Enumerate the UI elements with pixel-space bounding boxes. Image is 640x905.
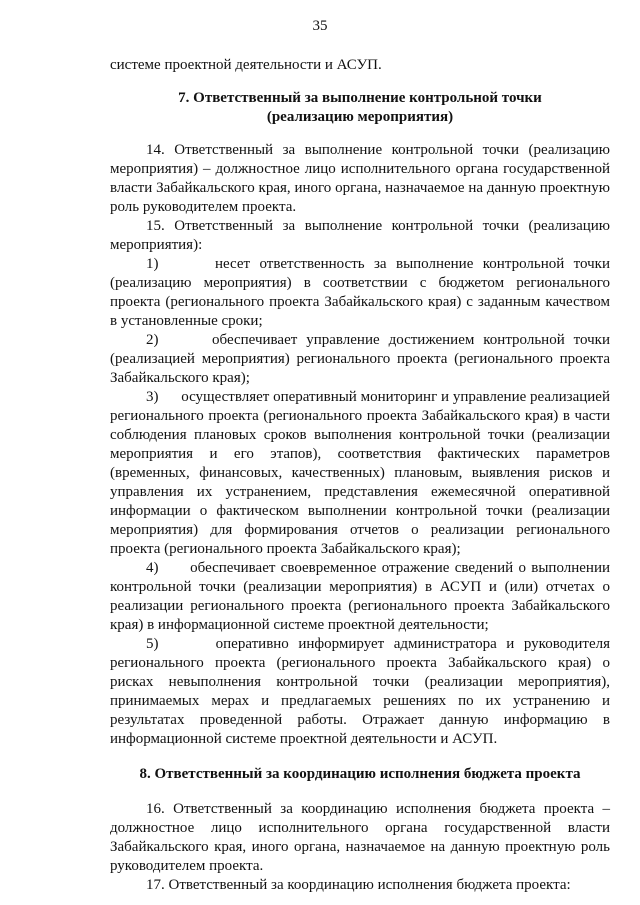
- list-item-1: 1) несет ответственность за выполнение контрольной точки (реализацию мероприятия) в соответствии с бюджетом регионального проекта (регионального проекта Забайкальского края) с заданным качеством в установленные сроки;: [110, 256, 610, 329]
- intro-line: системе проектной деятельности и АСУП.: [110, 57, 382, 73]
- list-item-2: 2) обеспечивает управление достижением контрольной точки (реализацией мероприятия) регионального проекта (регионального проекта Забайкальского края);: [110, 332, 610, 386]
- page-number: 35: [312, 18, 328, 34]
- section-7-heading-line-1: 7. Ответственный за выполнение контрольной точки: [178, 90, 542, 106]
- document-body: [110, 56, 610, 895]
- paragraph-17: 17. Ответственный за координацию исполнения бюджета проекта:: [146, 877, 571, 893]
- section-8-heading: 8. Ответственный за координацию исполнения бюджета проекта: [139, 766, 581, 782]
- paragraph-15: 15. Ответственный за выполнение контрольной точки (реализацию мероприятия):: [110, 218, 610, 253]
- list-item-3: 3) осуществляет оперативный мониторинг и управление реализацией регионального проекта (регионального проекта Забайкальского края) в части соблюдения плановых сроков выполнения контрольной точки (реализации мероприятия и его этапов), соответствия фактических параметров (временных, финансовых, качественных) плановым, выявления рисков и управления их устранением, представления ежемесячной оперативной информации о фактическом выполнении контрольной точки (реализации мероприятия) для формирования отчетов о реализации регионального проекта (регионального проекта Забайкальского края);: [110, 389, 610, 557]
- list-item-5: 5) оперативно информирует администратора и руководителя регионального проекта (регионального проекта Забайкальского края) о рисках невыполнения контрольной точки (реализации мероприятия), принимаемых мерах и предлагаемых решениях по их устранению и результатах проведенной работы. Отражает данную информацию в информационной системе проектной деятельности и АСУП.: [110, 636, 610, 747]
- paragraph-14: 14. Ответственный за выполнение контрольной точки (реализацию мероприятия) – должностное лицо исполнительного органа государственной власти Забайкальского края, иного органа, назначаемое на данную проектную роль руководителем проекта.: [110, 142, 610, 215]
- list-item-4: 4) обеспечивает своевременное отражение сведений о выполнении контрольной точки (реализации мероприятия) в АСУП и (или) отчетах о реализации регионального проекта (регионального проекта Забайкальского края) в информационной системе проектной деятельности;: [110, 560, 610, 633]
- paragraph-16: 16. Ответственный за координацию исполнения бюджета проекта – должностное лицо исполнительного органа государственной власти Забайкальского края, иного органа, назначаемое на данную проектную роль руководителем проекта.: [110, 801, 610, 874]
- section-7-heading-line-2: (реализацию мероприятия): [266, 109, 454, 125]
